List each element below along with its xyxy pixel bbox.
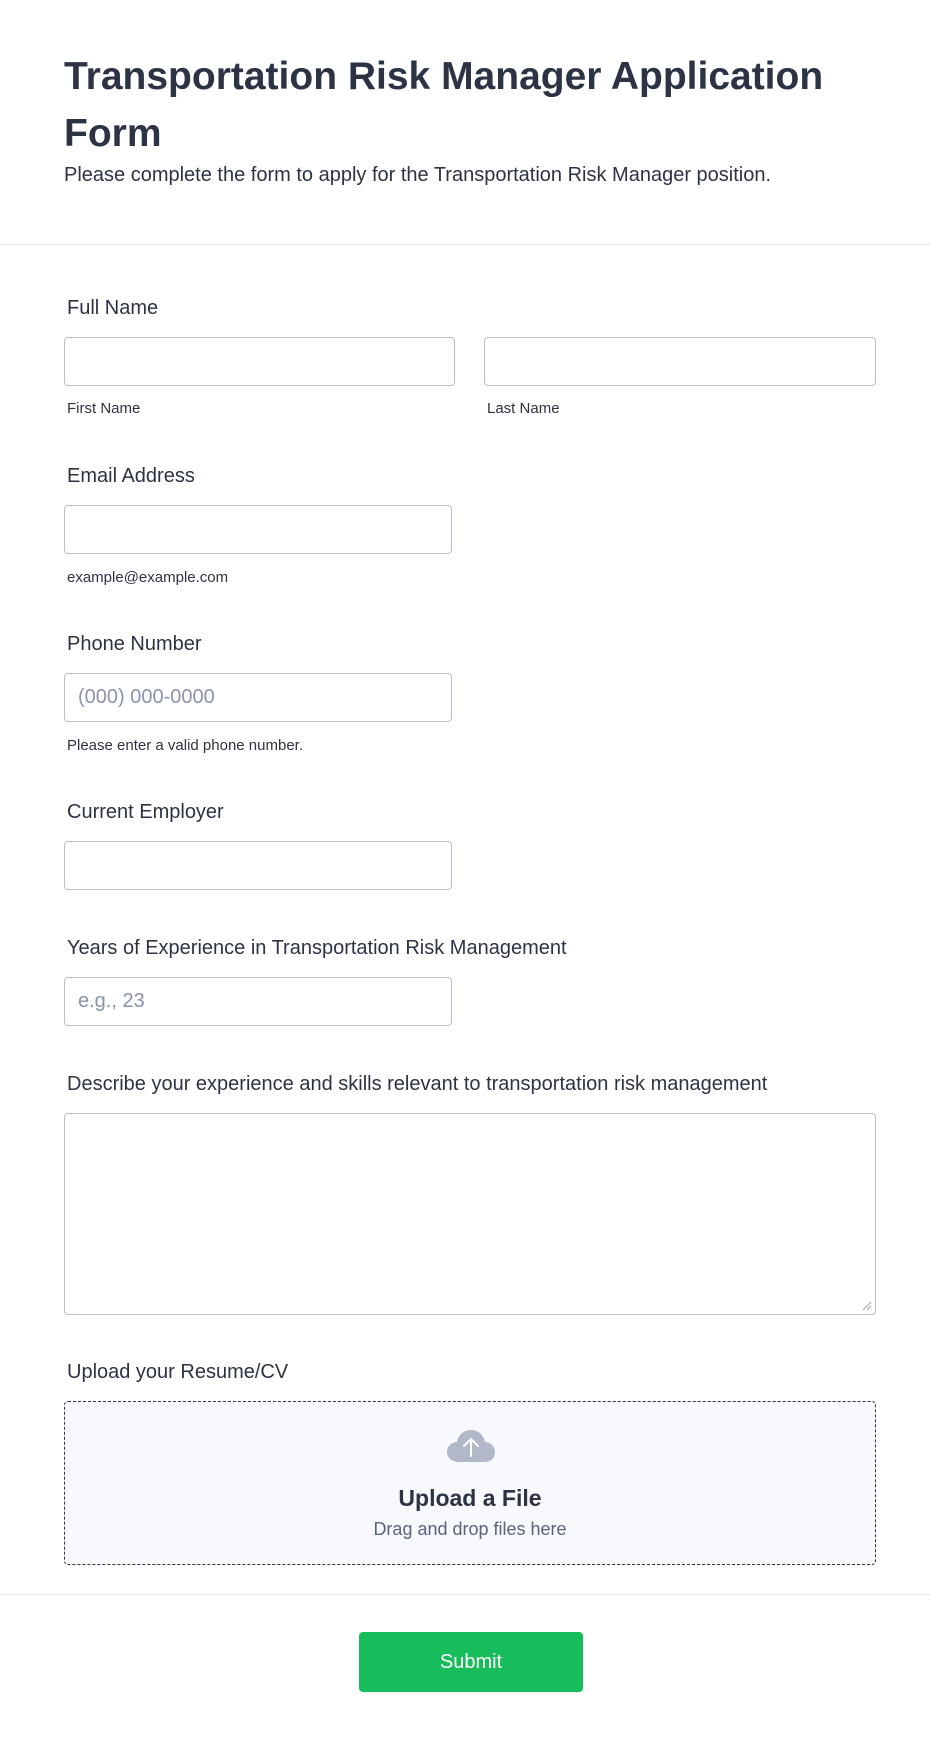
resume-upload-dropzone[interactable] xyxy=(64,1401,876,1565)
years-label: Years of Experience in Transportation Risk Management xyxy=(67,937,567,959)
employer-input[interactable] xyxy=(64,841,452,890)
phone-input[interactable] xyxy=(64,673,452,722)
cloud-upload-icon xyxy=(446,1429,496,1463)
upload-title: Upload a File xyxy=(398,1485,542,1511)
first-name-sublabel: First Name xyxy=(67,400,141,417)
email-label: Email Address xyxy=(67,465,195,487)
years-input[interactable] xyxy=(64,977,452,1026)
experience-label: Describe your experience and skills relevant to transportation risk management xyxy=(67,1073,768,1095)
phone-sublabel: Please enter a valid phone number. xyxy=(67,737,303,754)
form-title: Transportation Risk Manager Application Form xyxy=(64,55,824,155)
email-sublabel: example@example.com xyxy=(67,569,229,586)
phone-label: Phone Number xyxy=(67,633,202,655)
email-input[interactable] xyxy=(64,505,452,554)
form-header xyxy=(0,0,930,245)
first-name-input[interactable] xyxy=(64,337,455,386)
resume-label: Upload your Resume/CV xyxy=(67,1361,289,1383)
experience-textarea[interactable] xyxy=(64,1113,876,1315)
submit-button[interactable]: Submit xyxy=(359,1632,583,1692)
resize-grip-icon[interactable] xyxy=(860,1299,872,1311)
employer-label: Current Employer xyxy=(67,801,224,823)
form-subtitle: Please complete the form to apply for the Transportation Risk Manager position. xyxy=(64,164,772,186)
last-name-input[interactable] xyxy=(484,337,876,386)
footer-divider xyxy=(0,1594,930,1595)
full-name-label: Full Name xyxy=(67,297,159,319)
last-name-sublabel: Last Name xyxy=(487,400,560,417)
upload-subtitle: Drag and drop files here xyxy=(373,1519,567,1539)
